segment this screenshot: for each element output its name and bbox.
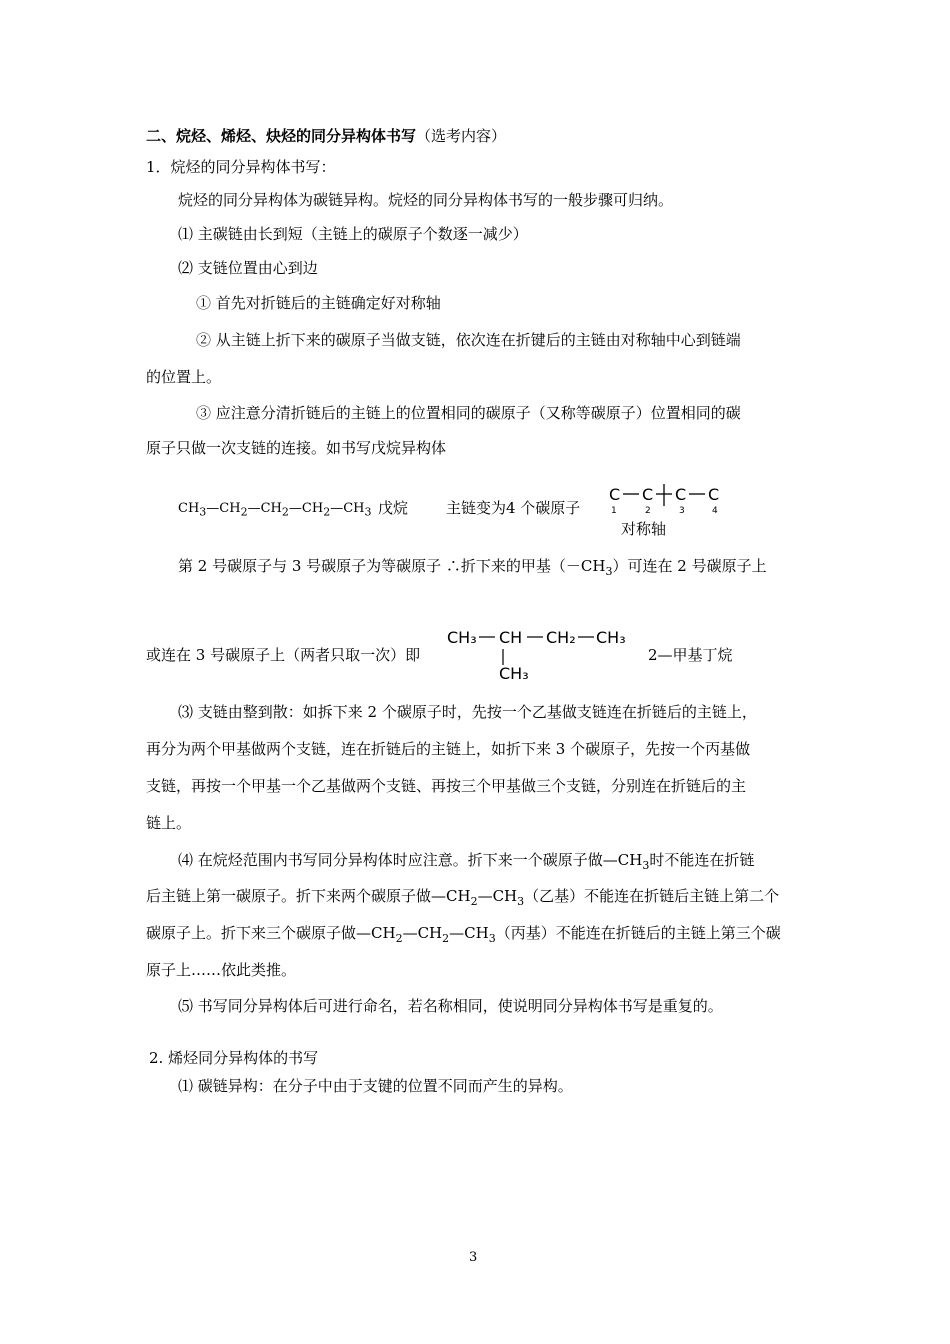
- formula-part: —CH: [288, 501, 324, 516]
- struct-ch3-branch: CH₃: [499, 664, 529, 683]
- symmetry-axis-diagram: [605, 480, 735, 540]
- sub-step-2-line-2: 的位置上。: [146, 368, 222, 386]
- section-heading-main: 二、烷烃、烯烃、炔烃的同分异构体书写: [146, 127, 417, 145]
- formula-subscript: 2: [470, 895, 478, 908]
- symmetry-axis-label: 对称轴: [621, 520, 667, 538]
- step-4-line-3: [146, 923, 781, 949]
- formula-subscript: 2: [395, 932, 403, 945]
- sub-step-3-line-1: ③ 应注意分清折链后的主链上的位置相同的碳原子（又称等碳原子）位置相同的碳: [196, 404, 741, 422]
- formula-subscript: 3: [517, 895, 525, 908]
- formula-part: CH: [178, 501, 200, 516]
- formula-subscript: 3: [488, 932, 496, 945]
- text-part: —CH: [477, 887, 518, 905]
- methylbutane-text: 或连在 3 号碳原子上（两者只取一次）即: [146, 646, 421, 664]
- formula-subscript: 2: [323, 505, 331, 519]
- step-4-line-4: 原子上……依此类推。: [146, 961, 297, 979]
- struct-ch3-left: CH₃: [447, 628, 477, 647]
- chain-atom: C: [675, 485, 687, 504]
- formula-part: —CH: [330, 501, 365, 516]
- step-4-line-2: [146, 886, 779, 912]
- chain-number: 4: [712, 506, 718, 516]
- step-3-line-1: ⑶ 支链由整到散：如拆下来 2 个碳原子时，先按一个乙基做支链连在折链后的主链上，: [178, 703, 757, 721]
- formula-subscript: 2: [240, 505, 248, 519]
- page-number: 3: [469, 1250, 478, 1265]
- text-part: —CH: [402, 924, 443, 942]
- chain-number: 3: [679, 506, 685, 516]
- text-part: —CH: [449, 924, 489, 942]
- step-5: ⑸ 书写同分异构体后可进行命名，若名称相同，使说明同分异构体书写是重复的。: [178, 997, 723, 1015]
- text-part: 时不能连在折链: [649, 851, 755, 869]
- formula-part: —CH: [247, 501, 282, 516]
- step-2: ⑵ 支链位置由心到边: [178, 259, 318, 277]
- sub-step-2-line-1: ② 从主链上折下来的碳原子当做支链，依次连在折键后的主链由对称轴中心到链端: [196, 331, 741, 349]
- section-heading: [146, 126, 506, 146]
- text-part: （丙基）不能连在折链后的主链上第三个碳: [495, 924, 781, 942]
- text-part: 碳原子上。折下来三个碳原子做—CH: [146, 924, 396, 942]
- chain-number: 1: [611, 506, 617, 516]
- formula-subscript: 2: [281, 505, 289, 519]
- subsection-2-title: 2. 烯烃同分异构体的书写: [149, 1049, 319, 1067]
- equiv-sub: 3: [605, 565, 613, 578]
- step-3-line-4: 链上。: [146, 814, 192, 832]
- sub-step-1: ① 首先对折链后的主链确定好对称轴: [196, 294, 441, 312]
- pentane-name: 戊烷: [378, 499, 409, 517]
- struct-ch2: CH₂: [546, 628, 576, 647]
- formula-subscript: 3: [364, 505, 372, 519]
- equiv-pre: 第 2 号碳原子与 3 号碳原子为等碳原子 ∴折下来的甲基（－CH: [178, 557, 606, 575]
- chain-atom: C: [708, 485, 720, 504]
- step-3-line-3: 支链，再按一个甲基一个乙基做两个支链、再按三个甲基做三个支链，分别连在折链后的主: [146, 777, 747, 795]
- main-chain-text: 主链变为4 个碳原子: [446, 499, 581, 517]
- struct-ch3-right: CH₃: [596, 628, 626, 647]
- subsection-1-intro: 烷烃的同分异构体为碳链异构。烷烃的同分异构体书写的一般步骤可归纳。: [178, 191, 674, 209]
- step-1: ⑴ 主碳链由长到短（主链上的碳原子个数逐一减少）: [178, 225, 528, 243]
- formula-subscript: 3: [642, 859, 650, 872]
- formula-part: —CH: [206, 501, 241, 516]
- text-part: 后主链上第一碳原子。折下来两个碳原子做—CH: [146, 887, 471, 905]
- text-part: （乙基）不能连在折链后主链上第二个: [524, 887, 780, 905]
- formula-subscript: 3: [199, 505, 207, 519]
- chain-number: 2: [645, 506, 651, 516]
- text-part: ⑷ 在烷烃范围内书写同分异构体时应注意。折下来一个碳原子做—CH: [178, 851, 643, 869]
- struct-ch: CH: [499, 628, 523, 647]
- chain-atom: C: [609, 485, 621, 504]
- section-heading-aux: （选考内容）: [416, 127, 507, 145]
- formula-subscript: 2: [442, 932, 450, 945]
- subsection-1-title: 1．烷烃的同分异构体书写：: [146, 158, 336, 176]
- methylbutane-name: 2—甲基丁烷: [648, 646, 733, 664]
- pentane-formula: [178, 499, 371, 523]
- equivalent-carbon-text: [178, 556, 767, 582]
- sub-step-3-line-2: 原子只做一次支链的连接。如书写戊烷异构体: [146, 439, 447, 457]
- step-3-line-2: 再分为两个甲基做两个支链，连在折链后的主链上，如折下来 3 个碳原子，先按一个丙基做: [146, 740, 751, 758]
- step-4-line-1: [178, 850, 754, 876]
- subsection-2-item-1: ⑴ 碳链异构：在分子中由于支键的位置不同而产生的异构。: [178, 1077, 573, 1095]
- methylbutane-structure: [445, 623, 635, 685]
- chain-atom: C: [642, 485, 654, 504]
- equiv-post: ）可连在 2 号碳原子上: [612, 557, 767, 575]
